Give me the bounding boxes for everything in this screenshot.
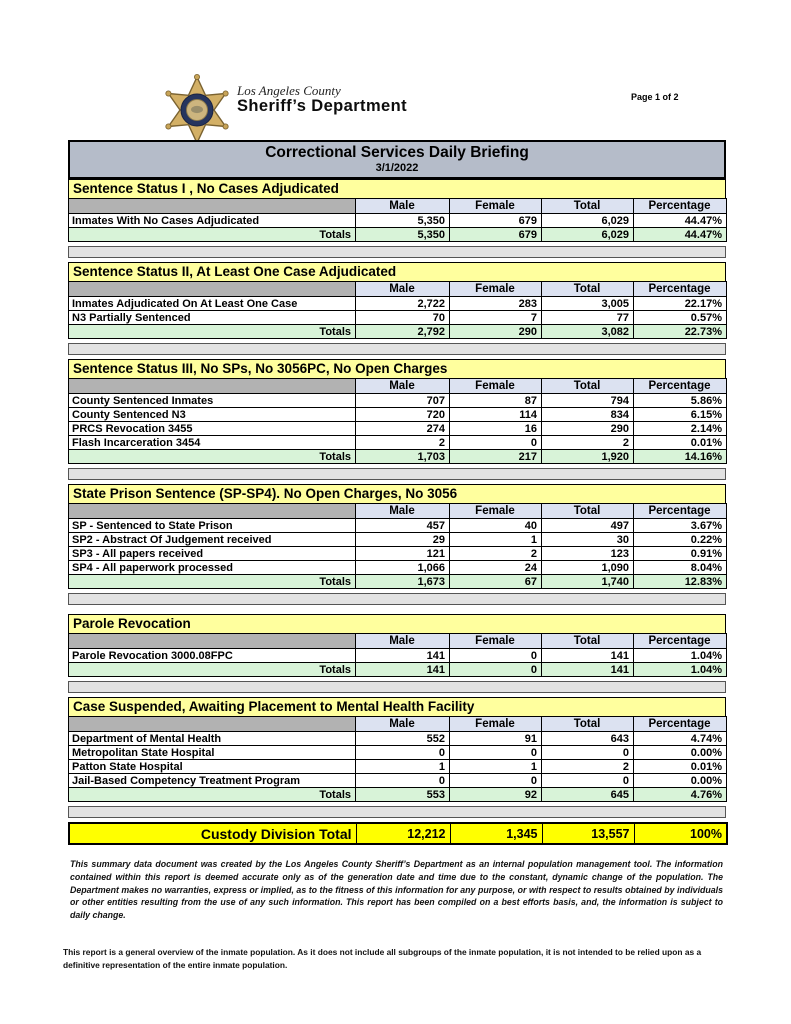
percentage-value: 8.04% <box>634 561 727 575</box>
total-value: 497 <box>542 519 634 533</box>
row-label: Inmates With No Cases Adjudicated <box>69 214 356 228</box>
totals-label: Totals <box>69 325 356 339</box>
column-header-male: Male <box>356 634 450 649</box>
report-banner <box>68 140 726 179</box>
female-value: 0 <box>450 774 542 788</box>
report-body <box>68 140 726 845</box>
male-value: 70 <box>356 311 450 325</box>
totals-label: Totals <box>69 228 356 242</box>
column-header-row <box>69 504 727 519</box>
total-value: 6,029 <box>542 214 634 228</box>
totals-label: Totals <box>69 450 356 464</box>
percentage-value: 44.47% <box>634 214 727 228</box>
totals-row <box>69 663 727 677</box>
row-label: Metropolitan State Hospital <box>69 746 356 760</box>
percentage-value: 5.86% <box>634 394 727 408</box>
female-total: 0 <box>450 663 542 677</box>
gray-spacer-band <box>68 681 726 693</box>
female-total: 679 <box>450 228 542 242</box>
female-value: 1 <box>450 760 542 774</box>
male-value: 552 <box>356 732 450 746</box>
total-value: 834 <box>542 408 634 422</box>
section-state-prison-sentence <box>68 484 726 589</box>
totals-row <box>69 450 727 464</box>
female-value: 24 <box>450 561 542 575</box>
male-value: 141 <box>356 649 450 663</box>
male-value: 1,066 <box>356 561 450 575</box>
percentage-total: 1.04% <box>634 663 727 677</box>
column-header-total: Total <box>542 634 634 649</box>
section-gap <box>68 605 726 614</box>
percentage-total: 12.83% <box>634 575 727 589</box>
row-label: N3 Partially Sentenced <box>69 311 356 325</box>
female-value: 2 <box>450 547 542 561</box>
row-label: SP3 - All papers received <box>69 547 356 561</box>
row-label: County Sentenced N3 <box>69 408 356 422</box>
total-total: 141 <box>542 663 634 677</box>
custody-division-total-row <box>68 822 728 845</box>
percentage-value: 0.57% <box>634 311 727 325</box>
male-value: 29 <box>356 533 450 547</box>
row-label: Jail-Based Competency Treatment Program <box>69 774 356 788</box>
row-label: SP2 - Abstract Of Judgement received <box>69 533 356 547</box>
row-label: Flash Incarceration 3454 <box>69 436 356 450</box>
percentage-value: 0.01% <box>634 436 727 450</box>
section-title: Parole Revocation <box>68 614 726 633</box>
gray-spacer-band <box>68 468 726 480</box>
percentage-total: 4.76% <box>634 788 727 802</box>
column-header-row <box>69 717 727 732</box>
report-title: Correctional Services Daily Briefing <box>265 144 529 161</box>
column-header-total: Total <box>542 282 634 297</box>
row-label: Patton State Hospital <box>69 760 356 774</box>
table-row <box>69 394 727 408</box>
percentage-total: 14.16% <box>634 450 727 464</box>
total-total: 6,029 <box>542 228 634 242</box>
male-total: 1,703 <box>356 450 450 464</box>
column-header-percentage: Percentage <box>634 379 727 394</box>
female-value: 0 <box>450 436 542 450</box>
column-header-female: Female <box>450 379 542 394</box>
report-date: 3/1/2022 <box>375 162 419 174</box>
female-value: 0 <box>450 649 542 663</box>
female-total: 67 <box>450 575 542 589</box>
male-value: 121 <box>356 547 450 561</box>
column-header-spacer <box>69 504 356 519</box>
male-value: 2 <box>356 436 450 450</box>
table-row <box>69 533 727 547</box>
female-value: 7 <box>450 311 542 325</box>
column-header-percentage: Percentage <box>634 717 727 732</box>
percentage-value: 0.91% <box>634 547 727 561</box>
total-total: 1,740 <box>542 575 634 589</box>
column-header-row <box>69 282 727 297</box>
column-header-row <box>69 199 727 214</box>
male-value: 0 <box>356 774 450 788</box>
total-value: 0 <box>542 746 634 760</box>
total-value: 794 <box>542 394 634 408</box>
totals-label: Totals <box>69 663 356 677</box>
female-value: 40 <box>450 519 542 533</box>
section-sentence-status-3 <box>68 359 726 464</box>
grand-total-label: Custody Division Total <box>69 823 356 844</box>
table-row <box>69 649 727 663</box>
grand-total-female: 1,345 <box>450 823 542 844</box>
grand-total-male: 12,212 <box>356 823 450 844</box>
total-value: 1,090 <box>542 561 634 575</box>
female-value: 679 <box>450 214 542 228</box>
column-header-male: Male <box>356 717 450 732</box>
total-value: 2 <box>542 436 634 450</box>
row-label: SP - Sentenced to State Prison <box>69 519 356 533</box>
table-row <box>69 732 727 746</box>
table-row <box>69 422 727 436</box>
grand-total-total: 13,557 <box>542 823 634 844</box>
female-total: 92 <box>450 788 542 802</box>
total-value: 123 <box>542 547 634 561</box>
table-row <box>69 214 727 228</box>
male-total: 1,673 <box>356 575 450 589</box>
agency-department: Sheriff’s Department <box>237 96 407 115</box>
percentage-value: 6.15% <box>634 408 727 422</box>
percentage-value: 3.67% <box>634 519 727 533</box>
agency-name-block <box>237 84 407 115</box>
column-header-male: Male <box>356 504 450 519</box>
total-total: 3,082 <box>542 325 634 339</box>
female-value: 87 <box>450 394 542 408</box>
totals-label: Totals <box>69 575 356 589</box>
section-title: Case Suspended, Awaiting Placement to Mental Health Facility <box>68 697 726 716</box>
row-label: Department of Mental Health <box>69 732 356 746</box>
male-value: 720 <box>356 408 450 422</box>
totals-row <box>69 325 727 339</box>
male-total: 553 <box>356 788 450 802</box>
section-title: Sentence Status III, No SPs, No 3056PC, No Open Charges <box>68 359 726 378</box>
totals-row <box>69 788 727 802</box>
male-total: 2,792 <box>356 325 450 339</box>
totals-row <box>69 575 727 589</box>
percentage-value: 0.00% <box>634 774 727 788</box>
row-label: Parole Revocation 3000.08FPC <box>69 649 356 663</box>
percentage-value: 4.74% <box>634 732 727 746</box>
percentage-total: 22.73% <box>634 325 727 339</box>
table-row <box>69 561 727 575</box>
section-sentence-status-1 <box>68 179 726 242</box>
gray-spacer-band <box>68 806 726 818</box>
female-value: 0 <box>450 746 542 760</box>
percentage-value: 1.04% <box>634 649 727 663</box>
percentage-total: 44.47% <box>634 228 727 242</box>
column-header-spacer <box>69 634 356 649</box>
section-title: State Prison Sentence (SP-SP4). No Open Charges, No 3056 <box>68 484 726 503</box>
female-value: 283 <box>450 297 542 311</box>
total-value: 30 <box>542 533 634 547</box>
male-total: 141 <box>356 663 450 677</box>
percentage-value: 0.01% <box>634 760 727 774</box>
section-sentence-status-2 <box>68 262 726 339</box>
column-header-male: Male <box>356 282 450 297</box>
male-value: 2,722 <box>356 297 450 311</box>
row-label: County Sentenced Inmates <box>69 394 356 408</box>
column-header-female: Female <box>450 634 542 649</box>
column-header-spacer <box>69 199 356 214</box>
total-value: 643 <box>542 732 634 746</box>
total-value: 3,005 <box>542 297 634 311</box>
female-value: 1 <box>450 533 542 547</box>
section-parole-revocation <box>68 614 726 677</box>
percentage-value: 0.22% <box>634 533 727 547</box>
female-value: 91 <box>450 732 542 746</box>
column-header-total: Total <box>542 717 634 732</box>
column-header-female: Female <box>450 199 542 214</box>
percentage-value: 2.14% <box>634 422 727 436</box>
section-title: Sentence Status I , No Cases Adjudicated <box>68 179 726 198</box>
female-total: 290 <box>450 325 542 339</box>
total-value: 2 <box>542 760 634 774</box>
total-value: 141 <box>542 649 634 663</box>
column-header-percentage: Percentage <box>634 634 727 649</box>
table-row <box>69 760 727 774</box>
column-header-spacer <box>69 282 356 297</box>
total-value: 0 <box>542 774 634 788</box>
row-label: PRCS Revocation 3455 <box>69 422 356 436</box>
female-total: 217 <box>450 450 542 464</box>
percentage-value: 0.00% <box>634 746 727 760</box>
disclaimer-text: This summary data document was created by the Los Angeles County Sheriff’s Department as an internal population management tool. The information contained within this report is deemed accurate only as of the generation date and time due to the constant, dynamic change of the population. The Department makes no warranties, express or implied, as to the fitness of this information for any purpose, or with respect to results obtained by individuals or other entities resulting from the use of any such information. This report has been compiled on a best efforts basis, and, the information is subject to daily change. <box>70 859 723 920</box>
row-label: SP4 - All paperwork processed <box>69 561 356 575</box>
male-value: 5,350 <box>356 214 450 228</box>
female-value: 114 <box>450 408 542 422</box>
male-value: 707 <box>356 394 450 408</box>
footnote-text: This report is a general overview of the inmate population. As it does not include all subgroups of the inmate population, it is not intended to be relied upon as a definitive representation of the entire inmate population. <box>63 947 702 971</box>
agency-county: Los Angeles County <box>237 83 341 98</box>
percentage-value: 22.17% <box>634 297 727 311</box>
total-value: 290 <box>542 422 634 436</box>
gray-spacer-band <box>68 343 726 355</box>
page-number: Page 1 of 2 <box>631 92 679 102</box>
section-case-suspended <box>68 697 726 802</box>
table-row <box>69 408 727 422</box>
male-value: 1 <box>356 760 450 774</box>
table-row <box>69 436 727 450</box>
column-header-percentage: Percentage <box>634 504 727 519</box>
section-title: Sentence Status II, At Least One Case Adjudicated <box>68 262 726 281</box>
column-header-female: Female <box>450 504 542 519</box>
column-header-total: Total <box>542 199 634 214</box>
column-header-male: Male <box>356 199 450 214</box>
column-header-row <box>69 634 727 649</box>
column-header-percentage: Percentage <box>634 282 727 297</box>
gray-spacer-band <box>68 593 726 605</box>
column-header-percentage: Percentage <box>634 199 727 214</box>
female-value: 16 <box>450 422 542 436</box>
column-header-spacer <box>69 379 356 394</box>
row-label: Inmates Adjudicated On At Least One Case <box>69 297 356 311</box>
column-header-row <box>69 379 727 394</box>
column-header-female: Female <box>450 282 542 297</box>
column-header-spacer <box>69 717 356 732</box>
table-row <box>69 746 727 760</box>
total-total: 645 <box>542 788 634 802</box>
grand-total-percentage: 100% <box>634 823 727 844</box>
total-total: 1,920 <box>542 450 634 464</box>
gray-spacer-band <box>68 246 726 258</box>
male-total: 5,350 <box>356 228 450 242</box>
table-row <box>69 311 727 325</box>
total-value: 77 <box>542 311 634 325</box>
column-header-total: Total <box>542 504 634 519</box>
totals-row <box>69 228 727 242</box>
totals-label: Totals <box>69 788 356 802</box>
column-header-female: Female <box>450 717 542 732</box>
table-row <box>69 774 727 788</box>
male-value: 274 <box>356 422 450 436</box>
column-header-total: Total <box>542 379 634 394</box>
table-row <box>69 519 727 533</box>
male-value: 457 <box>356 519 450 533</box>
table-row <box>69 547 727 561</box>
column-header-male: Male <box>356 379 450 394</box>
male-value: 0 <box>356 746 450 760</box>
table-row <box>69 297 727 311</box>
